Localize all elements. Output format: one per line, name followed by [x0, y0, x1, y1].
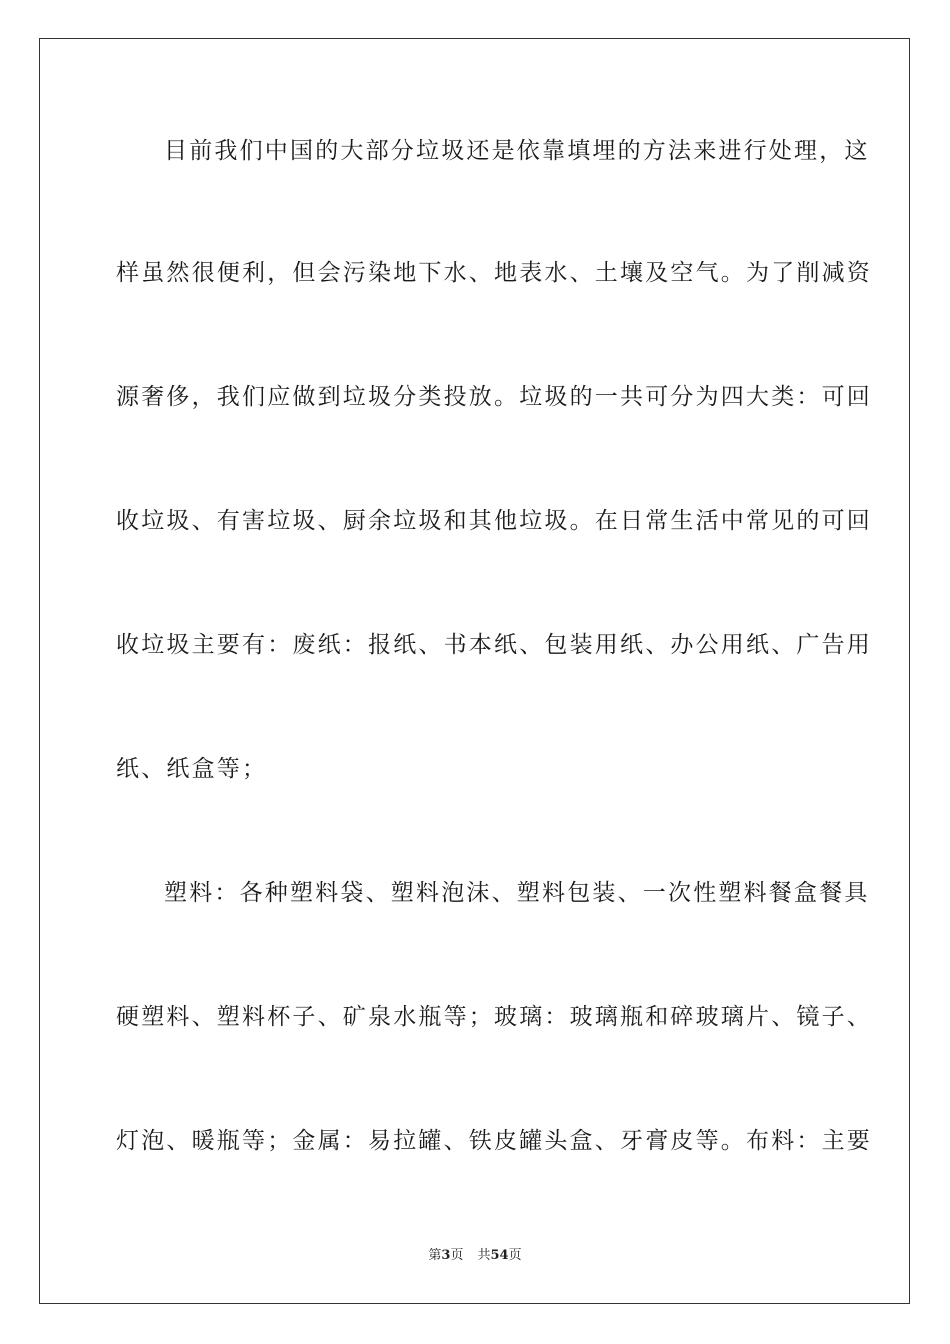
paragraph-line: 收垃圾、有害垃圾、厨余垃圾和其他垃圾。在日常生活中常见的可回: [116, 508, 872, 534]
paragraph-line: 收垃圾主要有：废纸：报纸、书本纸、包装用纸、办公用纸、广告用: [116, 632, 872, 658]
paragraph-line: 纸、纸盒等；: [116, 756, 268, 782]
page-label-prefix: 第: [428, 1248, 442, 1263]
paragraph-line: 目前我们中国的大部分垃圾还是依靠填埋的方法来进行处理，这: [164, 138, 870, 164]
page-label-suffix: 页: [450, 1248, 464, 1263]
paragraph-line: 源奢侈，我们应做到垃圾分类投放。垃圾的一共可分为四大类：可回: [116, 384, 872, 410]
paragraph-line: 样虽然很便利，但会污染地下水、地表水、土壤及空气。为了削减资: [116, 260, 872, 286]
page-footer: [0, 1244, 950, 1263]
page-number: 3: [441, 1248, 451, 1263]
total-label-prefix: 共: [477, 1248, 491, 1263]
paragraph-line: 灯泡、暖瓶等；金属：易拉罐、铁皮罐头盒、牙膏皮等。布料：主要: [116, 1128, 872, 1154]
paragraph-line: 塑料：各种塑料袋、塑料泡沫、塑料包装、一次性塑料餐盒餐具: [164, 880, 870, 906]
page-border: [39, 38, 910, 1304]
total-label-suffix: 页: [508, 1248, 522, 1263]
total-pages: 54: [490, 1248, 509, 1263]
paragraph-line: 硬塑料、塑料杯子、矿泉水瓶等；玻璃：玻璃瓶和碎玻璃片、镜子、: [116, 1004, 872, 1030]
